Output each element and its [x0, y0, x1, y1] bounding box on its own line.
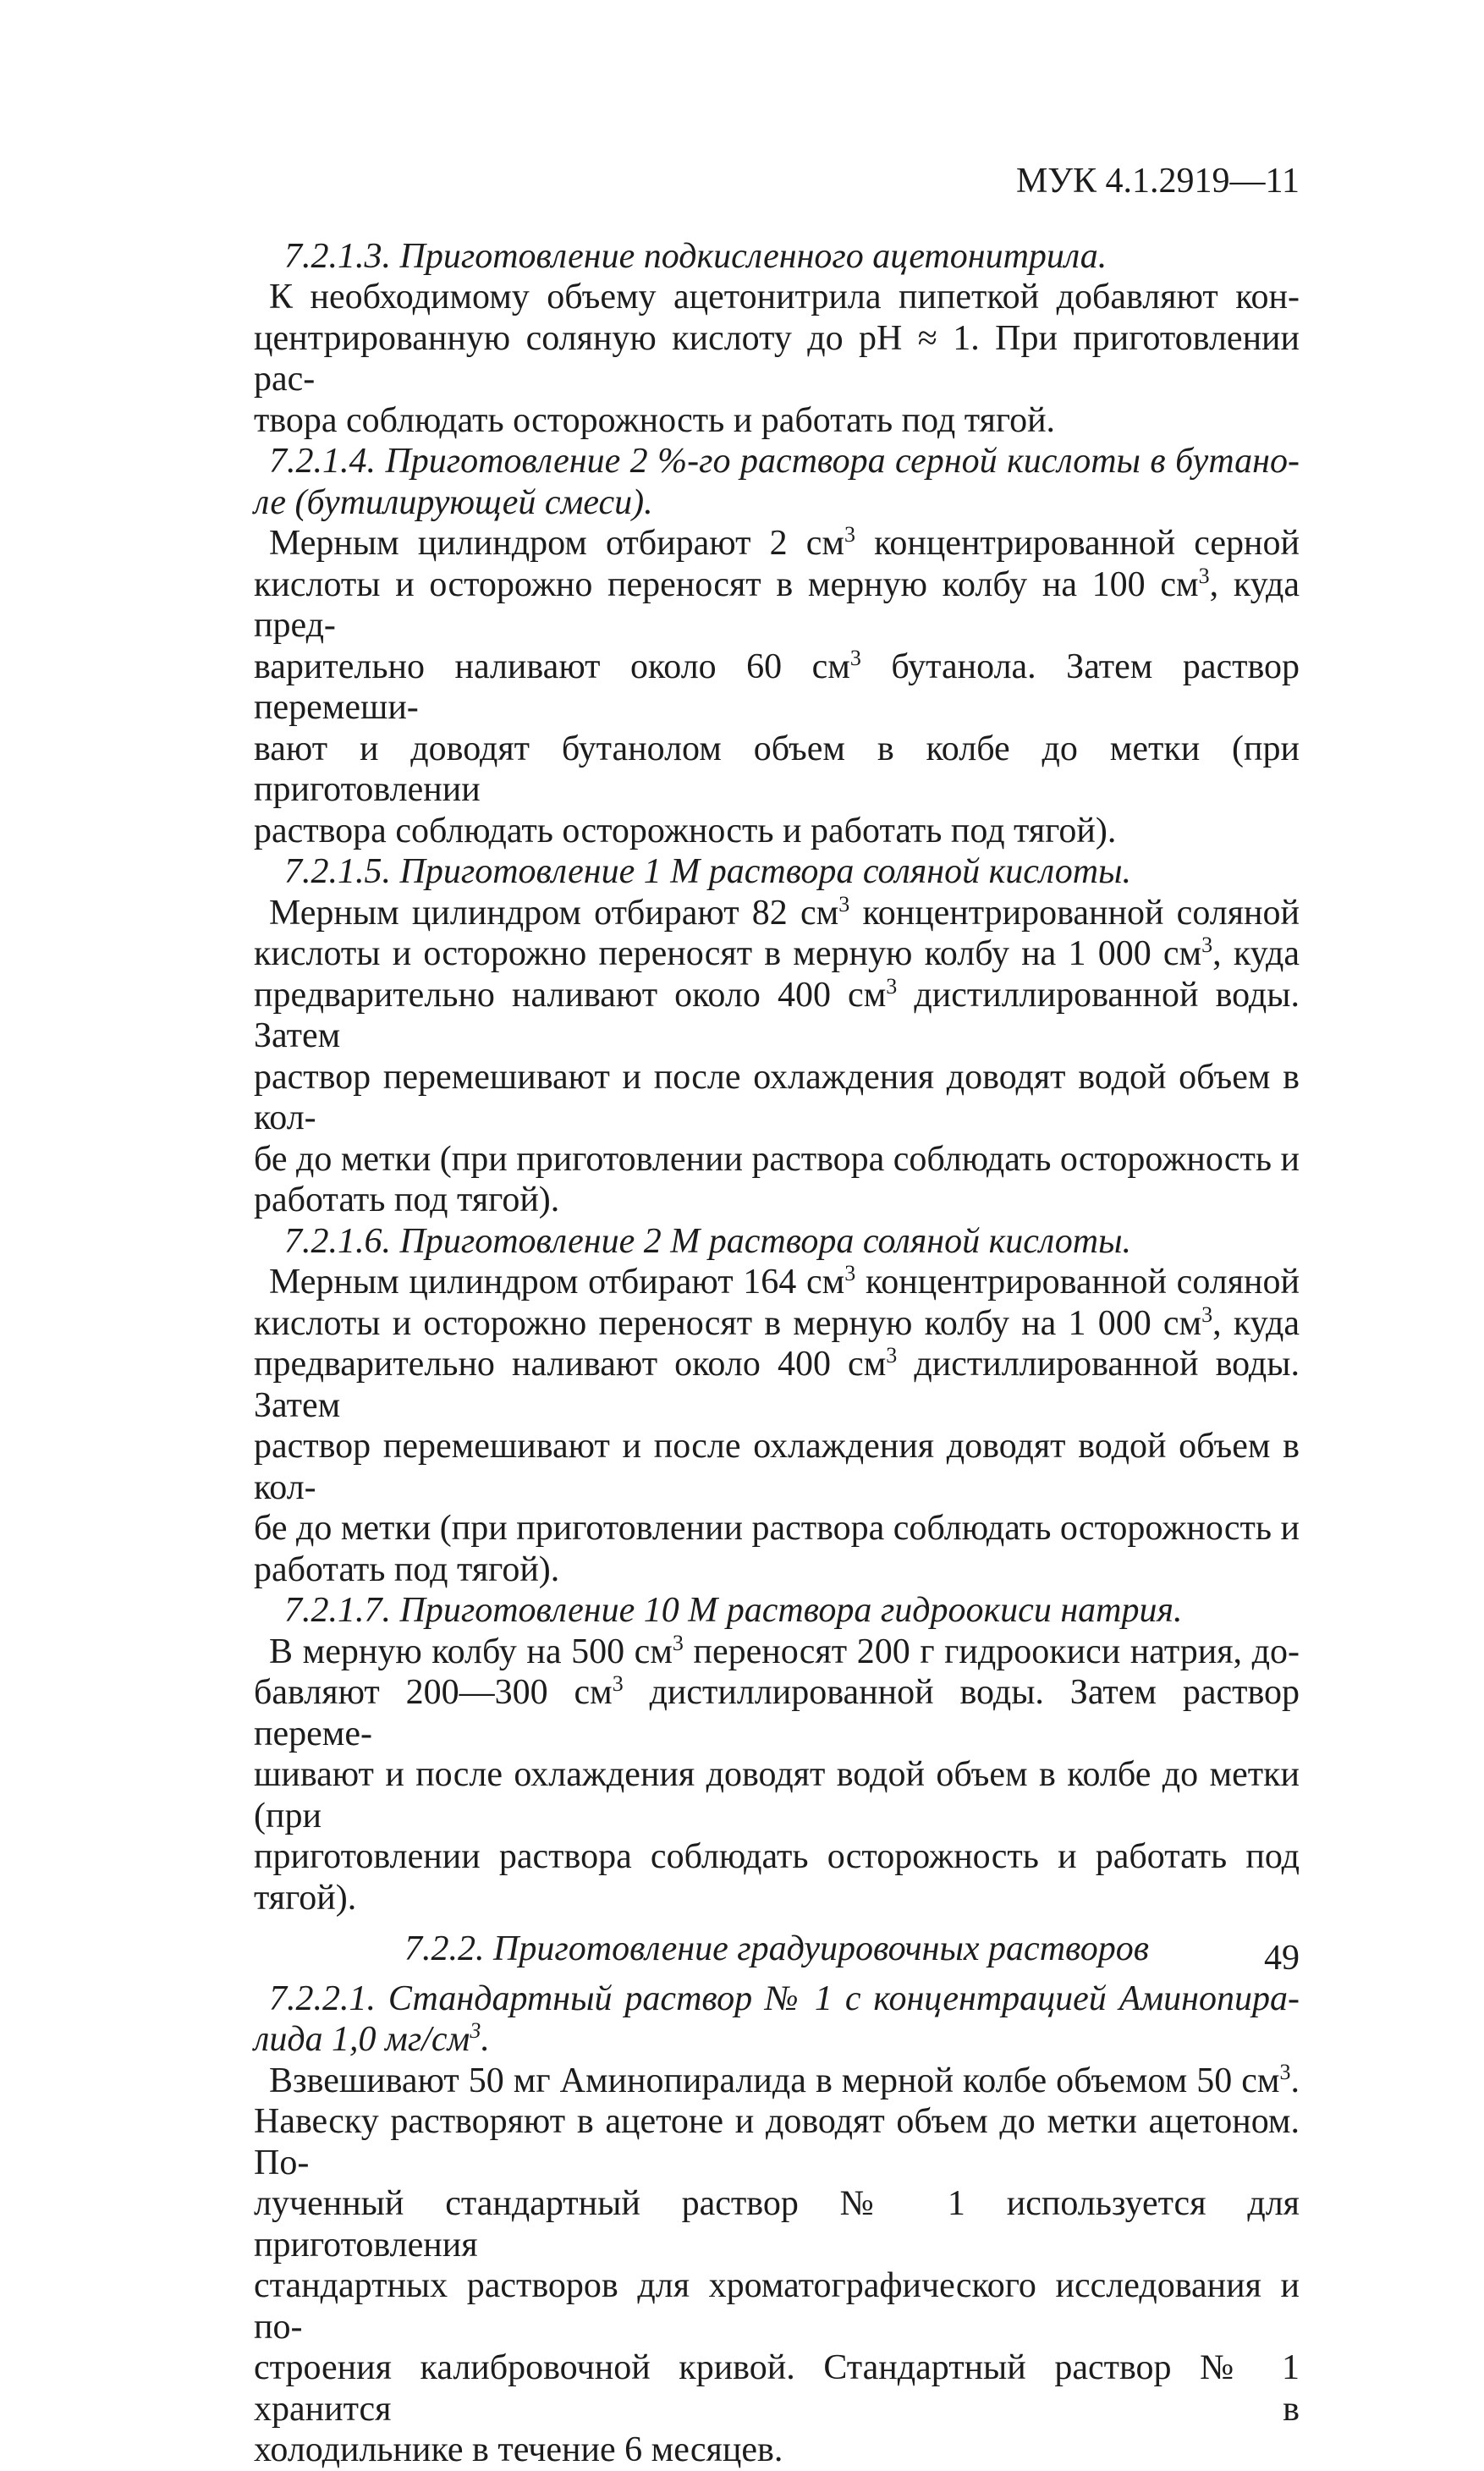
- section-7-2-1-6: [254, 1221, 1300, 1591]
- paragraph: Мерным цилиндром отбирают 164 $см^3$ концентрированной соляной кислоты и осторожно переносят в мерную колбу на 1 000 $см^3$, куда предварительно наливают около 400 $см^3$ дистиллированной воды. Затем раствор перемешивают и после охлаждения доводят водой объем в кол- бе до метки (при приготовлении раствора соблюдать осторожность и работать под тягой).: [254, 1261, 1300, 1589]
- paragraph: К необходимому объему ацетонитрила пипеткой добавляют кон- центрированную соляную кислоту до pH ≈ 1. При приготовлении рас- твора соблюдать осторожность и работать под тягой.: [254, 278, 1300, 440]
- section-7-2-1-5: [254, 851, 1300, 1221]
- section-title: 7.2.1.4. Приготовление 2 %-го раствора серной кислоты в бутано- ле (бутилирующей смеси).: [254, 442, 1300, 522]
- page-number: 49: [1264, 1939, 1300, 1978]
- section-title: 7.2.1.3. Приготовление подкисленного ацетонитрила.: [284, 236, 1108, 276]
- section-title: 7.2.1.6. Приготовление 2 М раствора соляной кислоты.: [284, 1221, 1132, 1261]
- paragraph: В мерную колбу на 500 $см^3$ переносят 200 г гидроокиси натрия, до- бавляют 200—300 $см^3$ дистиллированной воды. Затем раствор переме- шивают и после охлаждения доводят водой объем в колбе до метки (при приготовлении раствора соблюдать осторожность и работать под тягой).: [254, 1630, 1300, 1918]
- document-page: [254, 161, 1300, 2471]
- section-7-2-1-7: [254, 1590, 1300, 1918]
- section-title: 7.2.2.1. Стандартный раствор № 1 с концентрацией Аминопира- лида 1,0 $мг/см^3$.: [254, 1978, 1300, 2059]
- section-title: 7.2.1.5. Приготовление 1 М раствора соляной кислоты.: [284, 852, 1132, 891]
- section-7-2-1-4: [254, 441, 1300, 851]
- paragraph: Мерным цилиндром отбирают 82 $см^3$ концентрированной соляной кислоты и осторожно переносят в мерную колбу на 1 000 $см^3$, куда предварительно наливают около 400 $см^3$ дистиллированной воды. Затем раствор перемешивают и после охлаждения доводят водой объем в кол- бе до метки (при приготовлении раствора соблюдать осторожность и работать под тягой).: [254, 891, 1300, 1219]
- paragraph: Мерным цилиндром отбирают 2 $см^3$ концентрированной серной кислоты и осторожно переносят в мерную колбу на 100 $см^3$, куда пред- варительно наливают около 60 $см^3$ бутанола. Затем раствор перемеши- вают и доводят бутанолом объем в колбе до метки (при приготовлении раствора соблюдать осторожность и работать под тягой).: [254, 522, 1300, 850]
- section-7-2-1-3: [254, 236, 1300, 442]
- section-heading-7-2-2: 7.2.2. Приготовление градуировочных растворов: [404, 1929, 1149, 1968]
- section-title: 7.2.1.7. Приготовление 10 М раствора гидроокиси натрия.: [284, 1591, 1183, 1630]
- paragraph: Взвешивают 50 мг Аминопиралида в мерной колбе объемом 50 $см^3$. Навеску растворяют в ацетоне и доводят объем до метки ацетоном. По- лученный стандартный раствор № 1 используется для приготовления стандартных растворов для хроматографического исследования и по- строения калибровочной кривой. Стандартный раствор № 1 хранится в холодильнике в течение 6 месяцев.: [254, 2059, 1300, 2469]
- document-code-header: МУК 4.1.2919—11: [1015, 162, 1300, 201]
- section-7-2-2-1: [254, 1978, 1300, 2471]
